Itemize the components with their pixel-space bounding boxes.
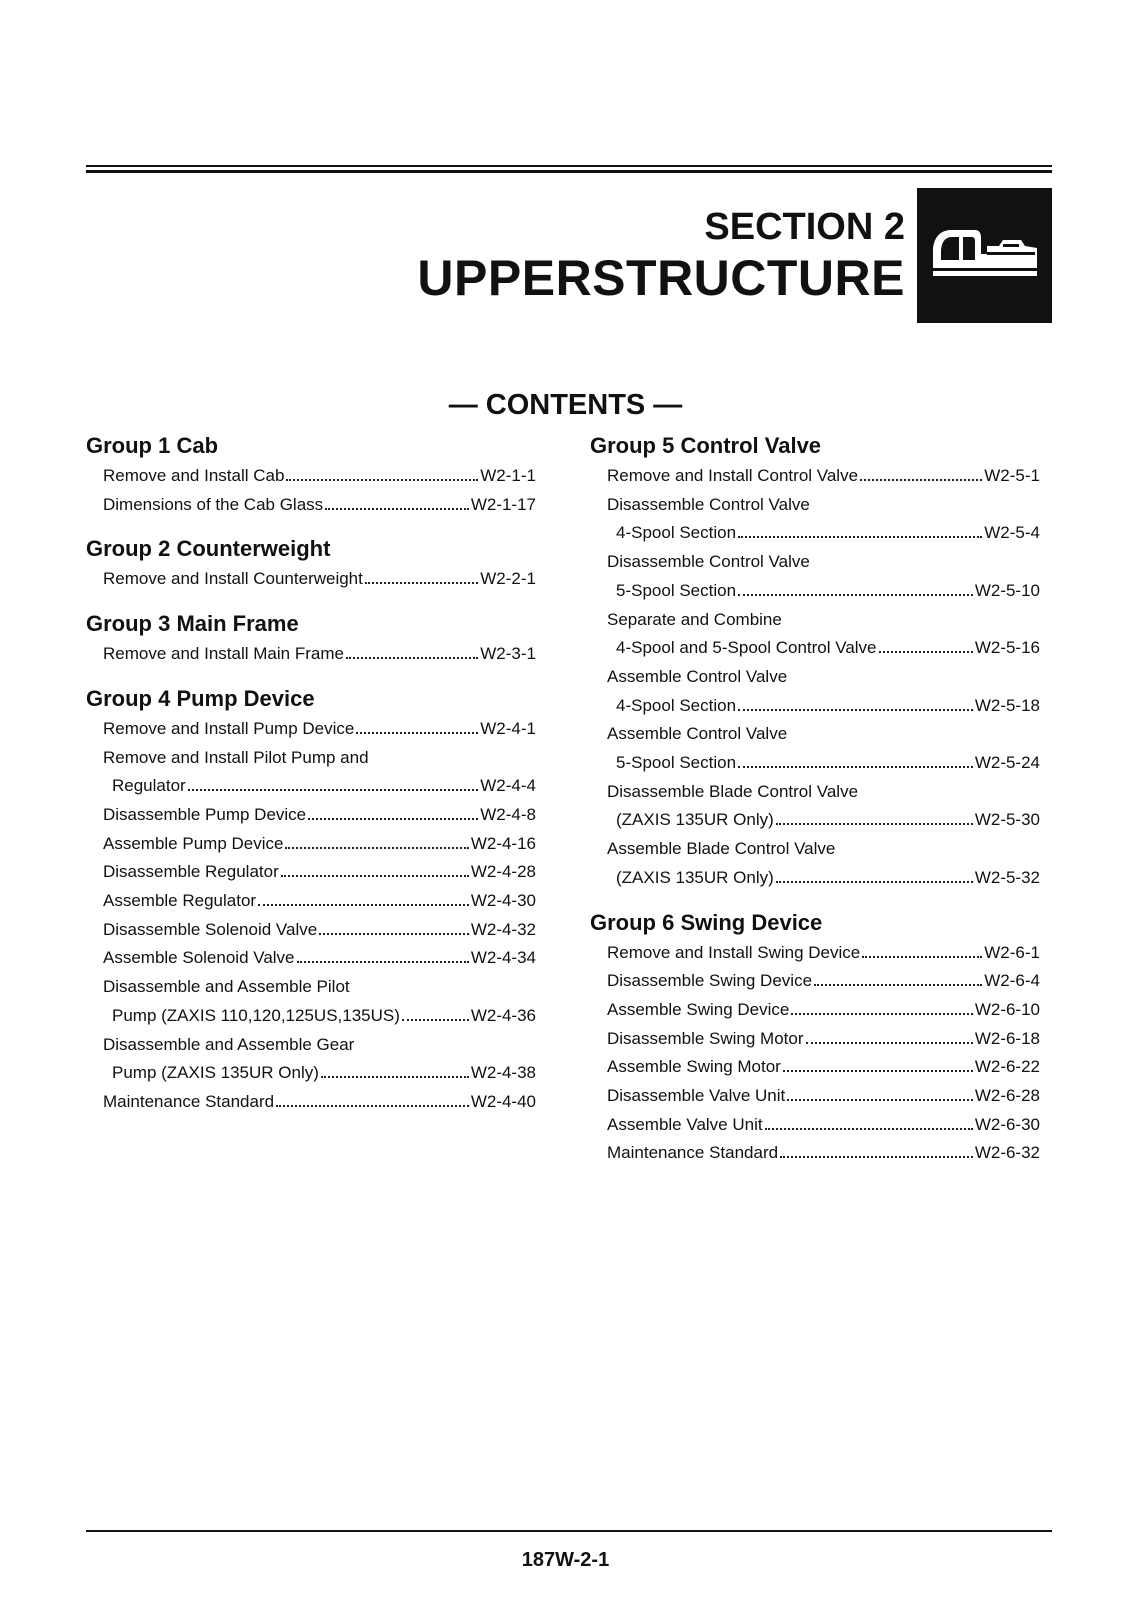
toc-entry-page: W2-4-36	[470, 1005, 536, 1025]
toc-entry-page: W2-4-32	[470, 919, 536, 939]
toc-entry[interactable]	[590, 1111, 1040, 1140]
toc-entry[interactable]	[590, 634, 1040, 663]
toc-entry[interactable]	[86, 1002, 536, 1031]
dot-leader	[806, 1042, 973, 1044]
toc-entry[interactable]: Assemble Control Valve	[607, 724, 788, 744]
dot-leader	[776, 881, 973, 883]
toc-entry[interactable]	[590, 749, 1040, 778]
toc-entry-page: W2-6-1	[984, 942, 1040, 962]
toc-entry[interactable]: Assemble Control Valve	[607, 666, 788, 686]
toc-entry-title: Disassemble Swing Device	[607, 971, 813, 991]
toc-entry-page: W2-3-1	[480, 644, 536, 664]
dot-leader	[281, 875, 469, 877]
contents-heading: — CONTENTS —	[448, 389, 683, 421]
toc-group	[86, 608, 536, 669]
toc-group-title: Group 1 Cab	[86, 433, 219, 458]
toc-entry-page: W2-5-32	[974, 867, 1040, 887]
toc-entry-title: Assemble Solenoid Valve	[103, 948, 295, 968]
toc-entry-title: Pump (ZAXIS 135UR Only)	[112, 1063, 319, 1083]
dot-leader	[860, 479, 982, 481]
dot-leader	[765, 1128, 973, 1130]
toc-entry-page: W2-6-22	[974, 1057, 1040, 1077]
dot-leader	[258, 904, 469, 906]
toc-entry-page: W2-6-28	[974, 1086, 1040, 1106]
toc-entry-title: (ZAXIS 135UR Only)	[616, 810, 774, 830]
toc-entry-title: Pump (ZAXIS 110,120,125US,135US)	[112, 1005, 400, 1025]
toc-entry[interactable]	[590, 692, 1040, 721]
page-number: 187W-2-1	[521, 1549, 610, 1571]
dot-leader	[783, 1070, 973, 1072]
toc-entry-page: W2-5-16	[974, 638, 1040, 658]
toc-entry-title: Remove and Install Control Valve	[607, 466, 859, 485]
toc-entry-page: W2-4-30	[470, 891, 536, 911]
dot-leader	[862, 956, 982, 958]
toc-group	[590, 430, 1040, 893]
toc-entry-page: W2-5-1	[984, 466, 1040, 485]
toc-entry[interactable]: Assemble Blade Control Valve	[607, 839, 836, 859]
toc-right-column	[590, 430, 1040, 1182]
toc-entry-page: W2-5-24	[974, 753, 1040, 773]
dot-leader	[356, 732, 478, 734]
dot-leader	[738, 766, 973, 768]
toc-entry-page: W2-4-40	[470, 1091, 536, 1111]
toc-entry[interactable]	[86, 944, 536, 973]
dot-leader	[787, 1099, 973, 1101]
toc-left-column	[86, 430, 536, 1131]
toc-entry[interactable]	[590, 864, 1040, 893]
toc-entry[interactable]	[86, 1088, 536, 1117]
toc-entry[interactable]	[86, 830, 536, 859]
excavator-upperstructure-icon	[917, 188, 1052, 323]
toc-entry[interactable]	[86, 491, 536, 520]
toc-entry-title: Regulator	[112, 776, 186, 796]
dot-leader	[286, 479, 478, 481]
toc-entry-page: W2-5-30	[974, 810, 1040, 830]
toc-entry[interactable]	[590, 806, 1040, 835]
toc-entry[interactable]: Separate and Combine	[607, 609, 782, 629]
toc-group-title: Group 2 Counterweight	[86, 536, 331, 562]
toc-entry[interactable]	[86, 916, 536, 945]
toc-group	[86, 533, 536, 594]
toc-entry-title: Disassemble Swing Motor	[607, 1028, 804, 1048]
toc-entry-title: Remove and Install Cab	[103, 466, 285, 485]
toc-entry[interactable]	[86, 1059, 536, 1088]
toc-entry[interactable]	[590, 1053, 1040, 1082]
toc-entry[interactable]: Disassemble Blade Control Valve	[607, 781, 859, 801]
dot-leader	[738, 709, 973, 711]
toc-entry-title: Assemble Pump Device	[103, 833, 284, 853]
section-number: SECTION 2	[704, 206, 905, 248]
dot-leader	[814, 984, 982, 986]
toc-entry[interactable]	[590, 462, 1040, 491]
toc-entry-title: Remove and Install Pump Device	[103, 718, 355, 738]
toc-entry-page: W2-4-8	[480, 804, 536, 824]
toc-entry[interactable]	[86, 887, 536, 916]
dot-leader	[780, 1156, 973, 1158]
toc-entry-title: 4-Spool and 5-Spool Control Valve	[616, 638, 877, 658]
toc-entry-title: Disassemble Pump Device	[103, 804, 307, 824]
toc-entry-title: Remove and Install Main Frame	[103, 644, 344, 664]
dot-leader	[791, 1013, 972, 1015]
toc-entry-title: Remove and Install Counterweight	[103, 569, 363, 589]
top-rule-thin	[86, 165, 1052, 167]
toc-entry-page: W2-6-30	[974, 1114, 1040, 1134]
toc-entry-title: 5-Spool Section	[616, 753, 737, 773]
toc-entry[interactable]	[86, 565, 536, 594]
dot-leader	[879, 651, 973, 653]
toc-group-title: Group 3 Main Frame	[86, 611, 299, 637]
toc-entry[interactable]	[590, 967, 1040, 996]
toc-entry[interactable]	[590, 519, 1040, 548]
toc-entry-page: W2-4-1	[480, 718, 536, 738]
toc-entry[interactable]: Disassemble Control Valve	[607, 494, 810, 514]
dot-leader	[188, 789, 479, 791]
toc-entry[interactable]	[590, 1082, 1040, 1111]
toc-entry[interactable]	[590, 939, 1040, 968]
toc-entry[interactable]	[86, 462, 536, 491]
toc-entry-title: Assemble Valve Unit	[607, 1114, 763, 1134]
toc-entry-page: W2-4-28	[470, 862, 536, 882]
toc-entry-page: W2-5-10	[974, 580, 1040, 600]
dot-leader	[308, 818, 478, 820]
dot-leader	[776, 823, 973, 825]
toc-entry[interactable]: Remove and Install Pilot Pump and	[103, 747, 369, 767]
dot-leader	[738, 536, 982, 538]
toc-entry-title: Assemble Swing Device	[607, 999, 790, 1019]
toc-entry[interactable]	[86, 715, 536, 744]
dot-leader	[319, 933, 469, 935]
toc-entry-title: Maintenance Standard	[103, 1091, 275, 1111]
toc-group-title: Group 6 Swing Device	[590, 909, 823, 935]
toc-entry-title: 4-Spool Section	[616, 523, 737, 543]
toc-entry-title: Disassemble Solenoid Valve	[103, 919, 318, 939]
toc-entry-title: Dimensions of the Cab Glass	[103, 494, 324, 514]
toc-group	[86, 683, 536, 1117]
toc-entry-page: W2-4-34	[470, 948, 536, 968]
toc-entry-page: W2-6-4	[984, 971, 1040, 991]
dot-leader	[365, 582, 478, 584]
toc-entry[interactable]: Disassemble Control Valve	[607, 552, 810, 572]
dot-leader	[321, 1076, 469, 1078]
dot-leader	[297, 961, 469, 963]
toc-entry-title: Remove and Install Swing Device	[607, 942, 861, 962]
toc-entry[interactable]	[86, 772, 536, 801]
toc-group-title: Group 4 Pump Device	[86, 685, 315, 711]
toc-group	[590, 907, 1040, 1169]
top-rule-thick	[86, 170, 1052, 173]
toc-entry-page: W2-6-10	[974, 999, 1040, 1019]
toc-entry-page: W2-1-1	[480, 466, 536, 485]
toc-entry-title: (ZAXIS 135UR Only)	[616, 867, 774, 887]
dot-leader	[285, 847, 468, 849]
toc-entry-page: W2-4-38	[470, 1063, 536, 1083]
toc-entry-page: W2-6-32	[974, 1143, 1040, 1163]
dot-leader	[276, 1105, 469, 1107]
toc-entry[interactable]	[590, 996, 1040, 1025]
dot-leader	[738, 594, 973, 596]
toc-group-title: Group 5 Control Valve	[590, 433, 822, 458]
section-title: UPPERSTRUCTURE	[417, 250, 905, 306]
dot-leader	[325, 508, 469, 510]
toc-entry-page: W2-4-4	[480, 776, 536, 796]
dot-leader	[346, 657, 478, 659]
toc-entry-title: Disassemble Regulator	[103, 862, 279, 882]
toc-entry[interactable]: Disassemble and Assemble Pilot	[103, 977, 350, 997]
toc-entry-title: 5-Spool Section	[616, 580, 737, 600]
toc-entry-title: Maintenance Standard	[607, 1143, 779, 1163]
toc-entry-title: Assemble Swing Motor	[607, 1057, 781, 1077]
toc-entry-title: Assemble Regulator	[103, 891, 257, 911]
toc-entry-page: W2-2-1	[480, 569, 536, 589]
toc-entry[interactable]	[86, 640, 536, 669]
toc-entry[interactable]	[590, 1025, 1040, 1054]
toc-entry-page: W2-6-18	[974, 1028, 1040, 1048]
toc-entry-title: 4-Spool Section	[616, 695, 737, 715]
toc-entry-page: W2-4-16	[470, 833, 536, 853]
toc-entry[interactable]	[86, 801, 536, 830]
toc-entry-page: W2-5-18	[974, 695, 1040, 715]
toc-entry-page: W2-5-4	[984, 523, 1040, 543]
bottom-rule	[86, 1530, 1052, 1532]
dot-leader	[402, 1019, 469, 1021]
toc-group	[86, 430, 536, 519]
toc-entry[interactable]	[590, 577, 1040, 606]
toc-entry[interactable]	[86, 858, 536, 887]
toc-entry-page: W2-1-17	[470, 494, 536, 514]
toc-entry-title: Disassemble Valve Unit	[607, 1086, 786, 1106]
toc-entry[interactable]	[590, 1139, 1040, 1168]
toc-entry[interactable]: Disassemble and Assemble Gear	[103, 1034, 355, 1054]
section-header	[417, 205, 905, 307]
